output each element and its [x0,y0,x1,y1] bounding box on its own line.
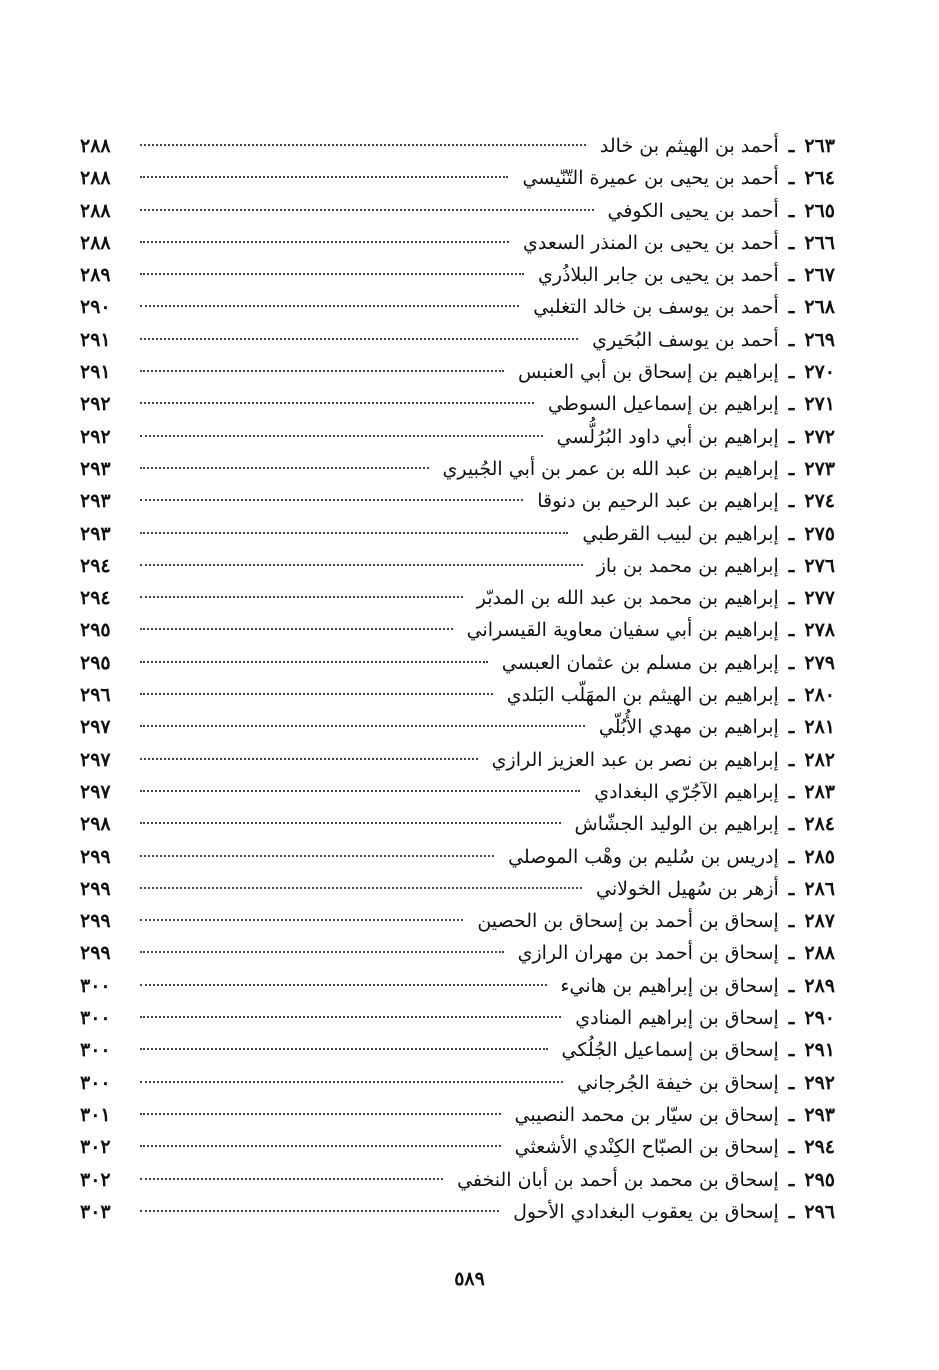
entry-separator: ـ [788,167,795,190]
entry-page-number: ٣٠٢ [80,1136,111,1159]
dot-leader [140,1016,561,1018]
toc-entry [80,356,835,388]
toc-entry [80,614,835,646]
entry-number: ٢٧٧ [804,587,835,610]
entry-number: ٢٧٨ [804,619,835,642]
entry-page-number: ٢٩١ [80,361,111,384]
entry-page-number: ٢٩٣ [80,490,111,513]
entry-separator: ـ [788,264,795,287]
dot-leader [140,758,478,760]
toc-entry [80,1002,835,1034]
entry-separator: ـ [788,974,795,997]
entry-separator: ـ [788,910,795,933]
entry-number: ٢٦٨ [804,296,835,319]
entry-page-number: ٢٩٠ [80,296,111,319]
entry-title: إبراهيم بن أبي سفيان معاوية القيسراني [466,619,779,642]
dot-leader [140,1113,501,1115]
entry-number: ٢٧٥ [804,522,835,545]
toc-entry [80,679,835,711]
entry-title: إبراهيم بن مهدي الأُبُلّي [598,716,779,739]
entry-number: ٢٦٧ [804,264,835,287]
dot-leader [140,1210,499,1212]
entry-separator: ـ [788,748,795,771]
entry-number: ٢٨٤ [804,813,835,836]
entry-separator: ـ [788,1200,795,1223]
entry-title: إبراهيم بن مسلم بن عثمان العبسي [501,651,779,674]
entry-title: إبراهيم الآجُرّي البغدادي [594,780,779,803]
entry-separator: ـ [788,361,795,384]
entry-separator: ـ [788,587,795,610]
dot-leader [140,1145,501,1147]
entry-title: إبراهيم بن إسحاق بن أبي العنبس [518,361,779,384]
entry-title: إبراهيم بن محمد بن باز [596,554,779,577]
toc-entry [80,485,835,517]
entry-number: ٢٧٤ [804,490,835,513]
entry-page-number: ٣٠٣ [80,1200,111,1223]
dot-leader [140,370,504,372]
entry-title: إبراهيم بن لبيب القرطبي [582,522,779,545]
entry-separator: ـ [788,877,795,900]
toc-entry [80,1067,835,1099]
toc-entry [80,937,835,969]
entry-number: ٢٨٨ [804,942,835,965]
entry-number: ٢٨٦ [804,877,835,900]
entry-page-number: ٢٩٣ [80,457,111,480]
dot-leader [140,693,493,695]
entry-number: ٢٧٩ [804,651,835,674]
entry-number: ٢٦٣ [804,135,835,157]
toc-entry [80,582,835,614]
entry-number: ٢٩٢ [804,1071,835,1094]
entry-title: أحمد بن يحيى بن المنذر السعدي [523,231,779,254]
entry-number: ٢٧٢ [804,425,835,448]
dot-leader [140,273,524,275]
dot-leader [140,596,463,598]
entry-number: ٢٧٠ [804,361,835,384]
entry-number: ٢٧٣ [804,457,835,480]
dot-leader [140,661,488,663]
dot-leader [140,564,583,566]
entry-page-number: ٢٩٢ [80,393,111,416]
toc-entry [80,647,835,679]
dot-leader [140,919,463,921]
toc-entry [80,776,835,808]
entry-number: ٢٨٣ [804,780,835,803]
dot-leader [140,822,561,824]
entry-number: ٢٧١ [804,393,835,416]
entry-number: ٢٩٥ [804,1168,835,1191]
toc-entry [80,744,835,776]
entry-title: أحمد بن يوسف البُحَيري [592,328,779,351]
entry-page-number: ٢٩٤ [80,587,111,610]
entry-separator: ـ [788,651,795,674]
entry-number: ٢٩٤ [804,1136,835,1159]
entry-title: إسحاق بن إبراهيم بن هانيء [560,974,779,997]
page-number: ٥٨٩ [454,1268,485,1290]
dot-leader [140,1048,548,1050]
dot-leader [140,951,504,953]
entry-number: ٢٩١ [804,1039,835,1062]
entry-title: إبراهيم بن إسماعيل السوطي [547,393,779,416]
entry-separator: ـ [788,425,795,448]
toc-entry [80,873,835,905]
entry-title: أحمد بن يحيى الكوفي [607,199,779,222]
entry-title: إبراهيم بن عبد الله بن عمر بن أبي الجُبيري [442,457,779,480]
entry-title: إدريس بن سُليم بن وهْب الموصلي [508,845,779,868]
entry-page-number: ٢٩٩ [80,910,111,933]
dot-leader [140,144,586,146]
entry-separator: ـ [788,199,795,222]
entry-page-number: ٣٠٠ [80,1071,111,1094]
entry-page-number: ٣٠٠ [80,974,111,997]
entry-separator: ـ [788,231,795,254]
entry-title: إسحاق بن يعقوب البغدادي الأحول [513,1200,779,1223]
dot-leader [140,725,585,727]
toc-entry [80,550,835,582]
toc-entry [80,1099,835,1131]
entry-separator: ـ [788,942,795,965]
entry-separator: ـ [788,619,795,642]
entry-title: إبراهيم بن محمد بن عبد الله بن المدبّر [476,587,779,610]
entry-number: ٢٩٦ [804,1200,835,1223]
entry-separator: ـ [788,1168,795,1191]
dot-leader [140,855,494,857]
toc-entry [80,1164,835,1196]
entry-title: إسحاق بن إسماعيل الجُلُكي [561,1039,779,1062]
entry-separator: ـ [788,135,795,157]
entry-page-number: ٢٩٧ [80,780,111,803]
entry-number: ٢٨٠ [804,684,835,707]
entry-separator: ـ [788,554,795,577]
entry-page-number: ٢٩٥ [80,619,111,642]
entry-title: إسحاق بن سيّار بن محمد النصيبي [514,1103,779,1126]
entry-number: ٢٩٠ [804,1007,835,1030]
toc-entry [80,453,835,485]
toc-entry [80,970,835,1002]
dot-leader [140,1081,563,1083]
entry-page-number: ٢٩٥ [80,651,111,674]
entry-number: ٢٦٥ [804,199,835,222]
entry-title: إسحاق بن خيفة الجُرجاني [577,1071,779,1094]
entry-separator: ـ [788,1136,795,1159]
entry-separator: ـ [788,328,795,351]
entry-separator: ـ [788,522,795,545]
entry-separator: ـ [788,296,795,319]
dot-leader [140,467,429,469]
dot-leader [140,209,594,211]
entry-separator: ـ [788,780,795,803]
dot-leader [140,176,508,178]
toc-entry [80,711,835,743]
entry-separator: ـ [788,813,795,836]
entry-title: إبراهيم بن الهيثم بن المهَلّب البَلدي [506,684,779,707]
toc-entry [80,1131,835,1163]
dot-leader [140,790,580,792]
entry-separator: ـ [788,1039,795,1062]
entry-title: إبراهيم بن الوليد الجشّاش [574,813,779,836]
dot-leader [140,984,547,986]
entry-separator: ـ [788,1007,795,1030]
entry-title: أزهر بن سُهيل الخولاني [596,877,779,900]
entry-page-number: ٢٩١ [80,328,111,351]
entry-separator: ـ [788,1103,795,1126]
dot-leader [140,338,578,340]
entry-page-number: ٢٩٩ [80,942,111,965]
entry-page-number: ٣٠١ [80,1103,111,1126]
toc-entry [80,1196,835,1228]
toc-entry [80,1034,835,1066]
entry-title: إسحاق بن أحمد بن إسحاق بن الحصين [477,910,779,933]
toc-entry [80,195,835,227]
entry-title: إبراهيم بن أبي داود البُرُلُّسي [556,425,779,448]
entry-title: أحمد بن يوسف بن خالد التغلبي [533,296,779,319]
entry-number: ٢٦٩ [804,328,835,351]
entry-page-number: ٢٩٨ [80,813,111,836]
dot-leader [140,887,582,889]
entry-separator: ـ [788,490,795,513]
entry-number: ٢٦٦ [804,231,835,254]
dot-leader [140,1178,443,1180]
entry-title: إبراهيم بن عبد الرحيم بن دنوقا [537,490,779,513]
entry-page-number: ٢٩٧ [80,716,111,739]
toc-entry [80,227,835,259]
toc-entry [80,388,835,420]
toc-entry [80,162,835,194]
entry-number: ٢٧٦ [804,554,835,577]
entry-number: ٢٩٣ [804,1103,835,1126]
entry-page-number: ٢٨٨ [80,199,111,222]
entry-title: أحمد بن يحيى بن جابر البلاذُري [538,264,779,287]
entry-page-number: ٢٨٩ [80,264,111,287]
entry-page-number: ٣٠٠ [80,1039,111,1062]
entry-number: ٢٨٧ [804,910,835,933]
entry-page-number: ٢٩٢ [80,425,111,448]
entry-title: أحمد بن يحيى بن عميرة التّنّيسي [522,167,779,190]
dot-leader [140,499,523,501]
entry-separator: ـ [788,457,795,480]
dot-leader [140,532,568,534]
entry-separator: ـ [788,1071,795,1094]
entry-separator: ـ [788,684,795,707]
entry-separator: ـ [788,845,795,868]
entry-page-number: ٢٩٩ [80,845,111,868]
entry-number: ٢٦٤ [804,167,835,190]
entry-title: إسحاق بن أحمد بن مهران الرازي [517,942,779,965]
entry-number: ٢٨٥ [804,845,835,868]
entry-title: إبراهيم بن نصر بن عبد العزيز الرازي [491,748,779,771]
entry-title: إسحاق بن محمد بن أحمد بن أبان النخفي [457,1168,779,1191]
entry-title: إسحاق بن الصبّاح الكِنْدي الأشعثي [514,1136,779,1159]
toc-entry [80,841,835,873]
toc-entry [80,421,835,453]
entry-page-number: ٢٩٩ [80,877,111,900]
entry-page-number: ٢٩٧ [80,748,111,771]
toc-entry [80,324,835,356]
dot-leader [140,402,534,404]
toc-entry [80,130,835,162]
entry-page-number: ٢٨٨ [80,167,111,190]
entry-page-number: ٢٨٨ [80,135,111,157]
entry-page-number: ٢٩٦ [80,684,111,707]
entry-page-number: ٣٠٢ [80,1168,111,1191]
dot-leader [140,241,509,243]
toc-entry [80,905,835,937]
entry-number: ٢٨٩ [804,974,835,997]
entry-separator: ـ [788,716,795,739]
dot-leader [140,305,519,307]
entry-page-number: ٢٩٣ [80,522,111,545]
toc-entry [80,259,835,291]
entry-page-number: ٣٠٠ [80,1007,111,1030]
entry-number: ٢٨١ [804,716,835,739]
dot-leader [140,628,453,630]
dot-leader [140,435,543,437]
entry-page-number: ٢٩٤ [80,554,111,577]
entry-number: ٢٨٢ [804,748,835,771]
entry-title: إسحاق بن إبراهيم المنادي [575,1007,779,1030]
entry-separator: ـ [788,393,795,416]
toc-entry [80,291,835,323]
toc-entry [80,808,835,840]
entry-title: أحمد بن الهيثم بن خالد [599,135,779,157]
toc-entry [80,518,835,550]
entry-page-number: ٢٨٨ [80,231,111,254]
table-of-contents [80,130,835,1228]
